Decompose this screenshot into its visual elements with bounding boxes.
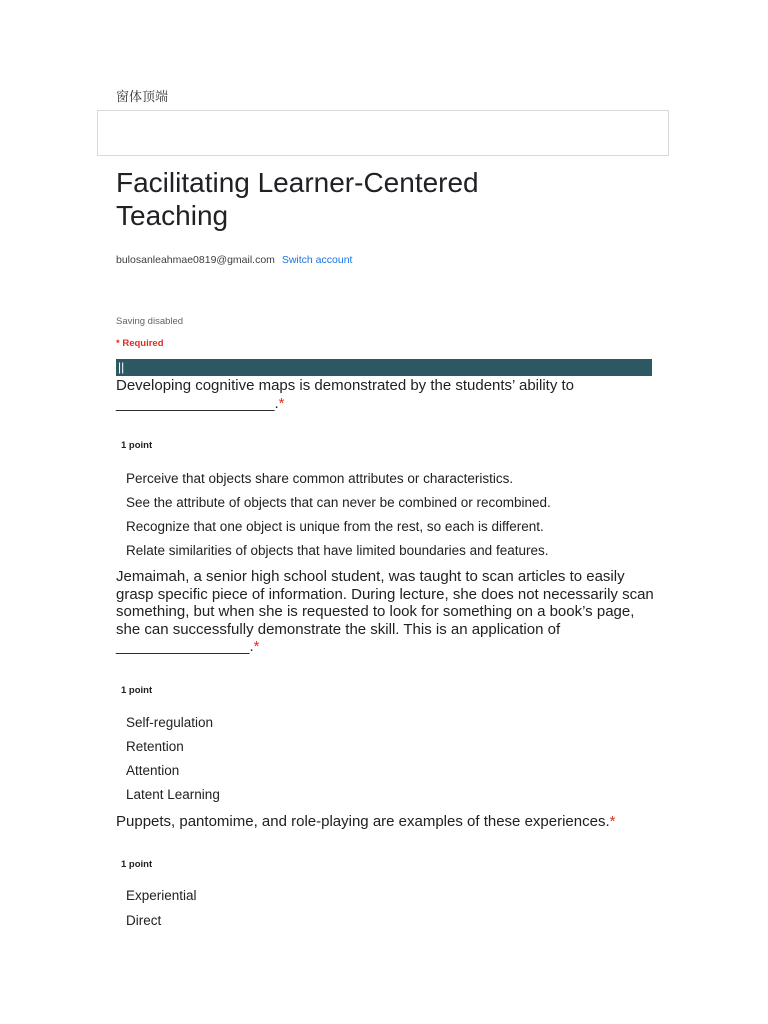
question-3: [116, 813, 656, 831]
window-top-label: 窗体顶端: [116, 90, 169, 105]
account-row: [116, 254, 352, 266]
question-1-text: Developing cognitive maps is demonstrated by the students’ ability to ___________________.: [116, 377, 575, 412]
switch-account-link[interactable]: Switch account: [281, 254, 353, 266]
required-marker: *: [609, 813, 616, 830]
question-1-points: 1 point: [121, 440, 153, 451]
form-header-box: [97, 110, 669, 156]
question-2: [116, 568, 656, 656]
required-marker: *: [253, 638, 260, 655]
question-1-option-4[interactable]: Relate similarities of objects that have limited boundaries and features.: [126, 543, 549, 558]
question-2-points: 1 point: [121, 685, 153, 696]
form-title: Facilitating Learner-Centered Teaching: [116, 167, 479, 231]
question-1: [116, 377, 656, 412]
question-2-option-4[interactable]: Latent Learning: [126, 787, 220, 802]
saving-status: Saving disabled: [116, 316, 184, 327]
question-1-option-1[interactable]: Perceive that objects share common attributes or characteristics.: [126, 471, 514, 486]
question-3-points: 1 point: [121, 859, 153, 870]
question-1-option-2[interactable]: See the attribute of objects that can never be combined or recombined.: [126, 495, 551, 510]
question-3-option-1[interactable]: Experiential: [126, 888, 197, 903]
account-email: bulosanleahmae0819@gmail.com: [116, 254, 275, 266]
question-2-option-3[interactable]: Attention: [126, 763, 180, 778]
section-banner: ||: [116, 359, 652, 376]
question-2-text: Jemaimah, a senior high school student, was taught to scan articles to easily grasp specific piece of information. During lecture, she does not necessarily scan something, but when she is requested to look for something on a book’s page, she can successfully demonstrate the skill. This is an application of ________________.: [116, 568, 654, 655]
required-marker: *: [278, 394, 285, 412]
question-2-option-1[interactable]: Self-regulation: [126, 715, 214, 730]
question-3-option-2[interactable]: Direct: [126, 913, 162, 928]
question-1-option-3[interactable]: Recognize that one object is unique from the rest, so each is different.: [126, 519, 544, 534]
question-2-option-2[interactable]: Retention: [126, 739, 184, 754]
required-note: * Required: [116, 338, 164, 349]
question-3-text: Puppets, pantomime, and role-playing are examples of these experiences.: [116, 813, 610, 830]
